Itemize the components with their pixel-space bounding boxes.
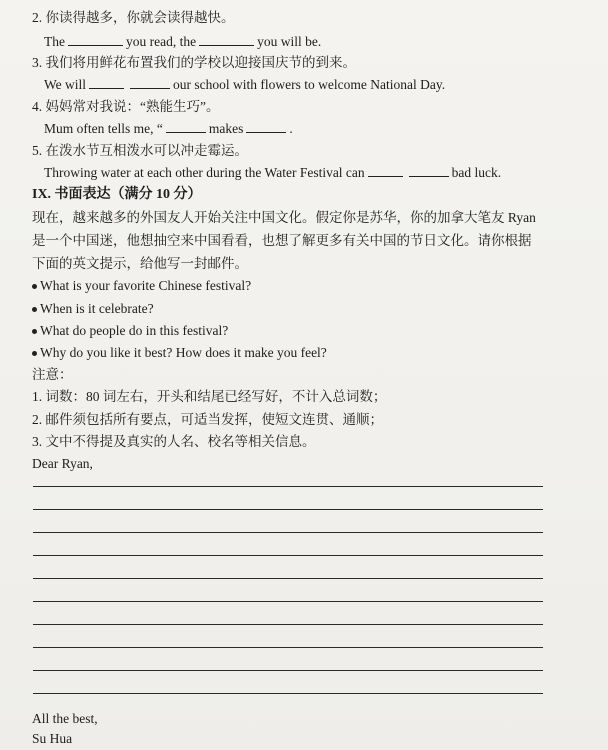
writing-line[interactable] bbox=[33, 601, 543, 602]
letter-closing: All the best, bbox=[32, 711, 98, 726]
letter-greeting: Dear Ryan, bbox=[32, 456, 93, 471]
section-intro-line-1: 现在，越来越多的外国友人开始关注中国文化。假定你是苏华，你的加拿大笔友 Ryan bbox=[32, 210, 536, 225]
q2-blank-1[interactable] bbox=[68, 33, 123, 46]
q4-blank-2[interactable] bbox=[246, 120, 286, 133]
writing-line[interactable] bbox=[33, 647, 543, 648]
section-heading: IX. 书面表达（满分 10 分） bbox=[32, 187, 202, 202]
q2-text-a: The bbox=[44, 34, 65, 49]
q5-english bbox=[44, 164, 501, 182]
prompt-item: What do people do in this festival? bbox=[32, 322, 228, 340]
q5-text-b: bad luck. bbox=[451, 165, 502, 180]
writing-line[interactable] bbox=[33, 532, 543, 533]
section-intro-line-2: 是一个中国迷，他想抽空来中国看看，也想了解更多有关中国的节日文化。请你根据 bbox=[32, 233, 532, 248]
q2-text-c: you will be. bbox=[257, 34, 322, 49]
q3-english bbox=[44, 76, 445, 94]
q5-blank-2[interactable] bbox=[409, 164, 449, 177]
q3-blank-1[interactable] bbox=[89, 76, 124, 89]
note-item: 3. 文中不得提及真实的人名、校名等相关信息。 bbox=[32, 434, 316, 449]
prompt-item: Why do you like it best? How does it make you feel? bbox=[32, 344, 327, 362]
note-item: 2. 邮件须包括所有要点，可适当发挥，使短文连贯、通顺； bbox=[32, 412, 383, 427]
q2-blank-2[interactable] bbox=[199, 33, 254, 46]
q3-text-a: We will bbox=[44, 77, 87, 92]
writing-line[interactable] bbox=[33, 509, 543, 510]
writing-line[interactable] bbox=[33, 693, 543, 694]
writing-line[interactable] bbox=[33, 670, 543, 671]
section-intro-line-3: 下面的英文提示，给他写一封邮件。 bbox=[32, 256, 248, 271]
letter-signature: Su Hua bbox=[32, 731, 73, 746]
q2-chinese: 2. 你读得越多，你就会读得越快。 bbox=[32, 10, 235, 25]
q4-blank-1[interactable] bbox=[166, 120, 206, 133]
q3-blank-2[interactable] bbox=[130, 76, 170, 89]
writing-line[interactable] bbox=[33, 555, 543, 556]
q3-chinese: 3. 我们将用鲜花布置我们的学校以迎接国庆节的到来。 bbox=[32, 55, 356, 70]
prompt-item: What is your favorite Chinese festival? bbox=[32, 277, 251, 295]
q2-english bbox=[44, 33, 321, 51]
note-item: 1. 词数：80 词左右，开头和结尾已经写好，不计入总词数； bbox=[32, 389, 387, 404]
q5-text-a: Throwing water at each other during the Water Festival can bbox=[44, 165, 365, 180]
q4-text-a: Mum often tells me, “ bbox=[44, 121, 163, 136]
notes-label: 注意： bbox=[32, 367, 73, 382]
q4-english bbox=[44, 120, 293, 138]
q5-chinese: 5. 在泼水节互相泼水可以冲走霉运。 bbox=[32, 143, 248, 158]
q3-text-b: our school with flowers to welcome National Day. bbox=[173, 77, 446, 92]
q4-text-c: . bbox=[289, 121, 293, 136]
writing-line[interactable] bbox=[33, 578, 543, 579]
writing-line[interactable] bbox=[33, 624, 543, 625]
q2-text-b: you read, the bbox=[126, 34, 197, 49]
q4-chinese: 4. 妈妈常对我说：“熟能生巧”。 bbox=[32, 99, 220, 114]
prompt-item: When is it celebrate? bbox=[32, 300, 154, 318]
q4-text-b: makes bbox=[208, 121, 244, 136]
writing-line[interactable] bbox=[33, 486, 543, 487]
q5-blank-1[interactable] bbox=[368, 164, 403, 177]
